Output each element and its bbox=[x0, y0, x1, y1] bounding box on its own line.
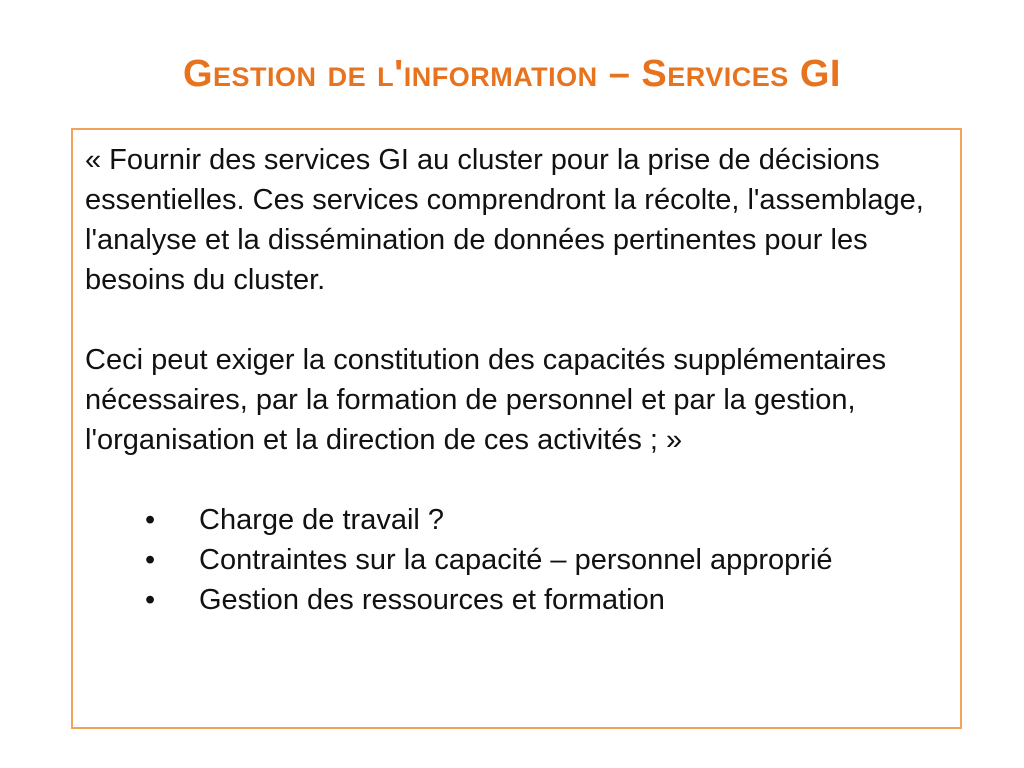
bullet-icon: • bbox=[145, 584, 156, 616]
bullet-item bbox=[143, 540, 950, 580]
bullet-icon: • bbox=[145, 544, 156, 576]
bullet-text: Charge de travail ? bbox=[199, 504, 445, 536]
bullet-item bbox=[143, 580, 950, 620]
bullet-item bbox=[143, 500, 950, 540]
bullet-text: Contraintes sur la capacité – personnel approprié bbox=[199, 544, 833, 576]
quote-paragraph-2: Ceci peut exiger la constitution des capacités supplémentaires nécessaires, par la formation de personnel et par la gestion, l'organisation et la direction de ces activités ; » bbox=[85, 344, 887, 456]
content-box bbox=[71, 128, 962, 729]
bullet-icon: • bbox=[145, 504, 156, 536]
bullet-text: Gestion des ressources et formation bbox=[199, 584, 665, 616]
bullet-list bbox=[85, 500, 950, 620]
quote-paragraph-1: « Fournir des services GI au cluster pour la prise de décisions essentielles. Ces services comprendront la récolte, l'assemblage, l'analyse et la dissémination de données pertinentes pour les besoins du cluster. bbox=[85, 144, 924, 296]
slide-title: Gestion de l'information – Services GI bbox=[182, 53, 841, 95]
